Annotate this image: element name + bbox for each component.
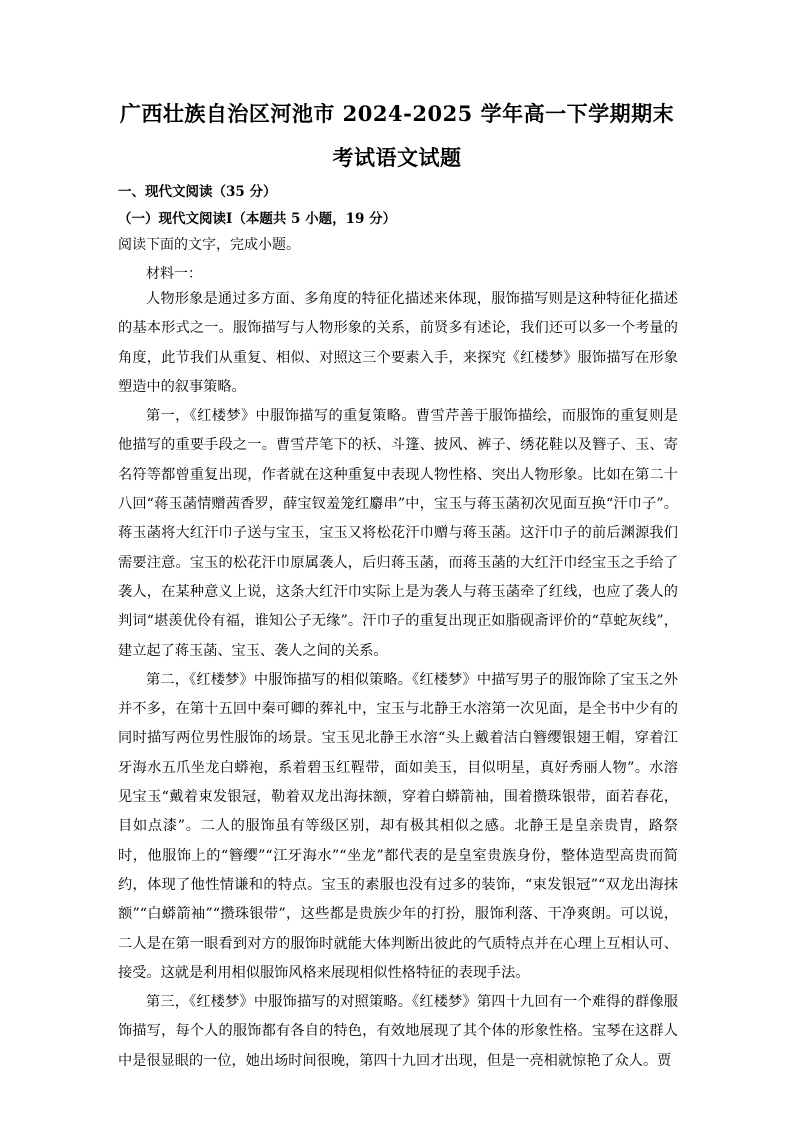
document-title-line-2: 考试语文试题 bbox=[332, 145, 462, 170]
passage-paragraph-2: 第一，《红楼梦》中服饰描写的重复策略。曹雪芹善于服饰描绘，而服饰的重复则是他描写的重要手段之一。曹雪芹笔下的袄、斗篷、披风、裤子、绣花鞋以及簪子、玉、寄名符等都曾重复出现，作者就在这种重复中表现人物性格、突出人物形象。比如在第二十八回“蒋玉菡情赠茜香罗，薛宝钗羞笼红麝串”中，宝玉与蒋玉菡初次见面互换“汗巾子”。蒋玉菡将大红汗巾子送与宝玉，宝玉又将松花汗巾赠与蒋玉菡。这汗巾子的前后渊源我们需要注意。宝玉的松花汗巾原属袭人，后归蒋玉菡，而蒋玉菡的大红汗巾经宝玉之手给了袭人，在某种意义上说，这条大红汗巾实际上是为袭人与蒋玉菡牵了红线，也应了袭人的判词“堪羡优伶有福，谁知公子无缘”。汗巾子的重复出现正如脂砚斋评价的“草蛇灰线”，建立起了蒋玉菡、宝玉、袭人之间的关系。 bbox=[118, 408, 678, 659]
subsection-heading: （一）现代文阅读Ⅰ（本题共 5 小题，19 分） bbox=[118, 211, 397, 227]
passage-paragraph-3: 第二，《红楼梦》中服饰描写的相似策略。《红楼梦》中描写男子的服饰除了宝玉之外并不多，在第十五回中秦可卿的葬礼中，宝玉与北静王水溶第一次见面，是全书中少有的同时描写两位男性服饰的场景。宝玉见北静王水溶“头上戴着洁白簪缨银翅王帽，穿着江牙海水五爪坐龙白蟒袍，系着碧玉红鞓带，面如美玉，目似明星，真好秀丽人物”。水溶见宝玉“戴着束发银冠，勒着双龙出海抹额，穿着白蟒箭袖，围着攒珠银带，面若春花，目如点漆”。二人的服饰虽有等级区别，却有极其相似之感。北静王是皇亲贵胄，路祭时，他服饰上的“簪缨”“江牙海水”“坐龙”都代表的是皇室贵族身份，整体造型高贵而简约，体现了他性情谦和的特点。宝玉的素服也没有过多的装饰，“束发银冠”“双龙出海抹额”“白蟒箭袖”“攒珠银带”，这些都是贵族少年的打扮，服饰利落、干净爽朗。可以说，二人是在第一眼看到对方的服饰时就能大体判断出彼此的气质特点并在心理上互相认可、接受。这就是利用相似服饰风格来展现相似性格特征的表现手法。 bbox=[118, 671, 678, 981]
section-heading: 一、现代文阅读（35 分） bbox=[118, 184, 277, 200]
passage-paragraph-4: 第三，《红楼梦》中服饰描写的对照策略。《红楼梦》第四十九回有一个难得的群像服饰描写，每个人的服饰都有各自的特色，有效地展现了其个体的形象性格。宝琴在这群人中是很显眼的一位，她出场时间很晚，第四十九回才出现，但是一亮相就惊艳了众人。贾 bbox=[118, 994, 678, 1069]
reading-instruction: 阅读下面的文字，完成小题。 bbox=[118, 237, 300, 253]
material-label: 材料一： bbox=[146, 266, 202, 282]
passage-body bbox=[118, 285, 678, 1076]
passage-paragraph-1: 人物形象是通过多方面、多角度的特征化描述来体现，服饰描写则是这种特征化描述的基本形式之一。服饰描写与人物形象的关系，前贤多有述论，我们还可以多一个考量的角度，此节我们从重复、相似、对照这三个要素入手，来探究《红楼梦》服饰描写在形象塑造中的叙事策略。 bbox=[118, 291, 678, 395]
document-title-line-1: 广西壮族自治区河池市 2024-2025 学年高一下学期期末 bbox=[119, 101, 675, 126]
